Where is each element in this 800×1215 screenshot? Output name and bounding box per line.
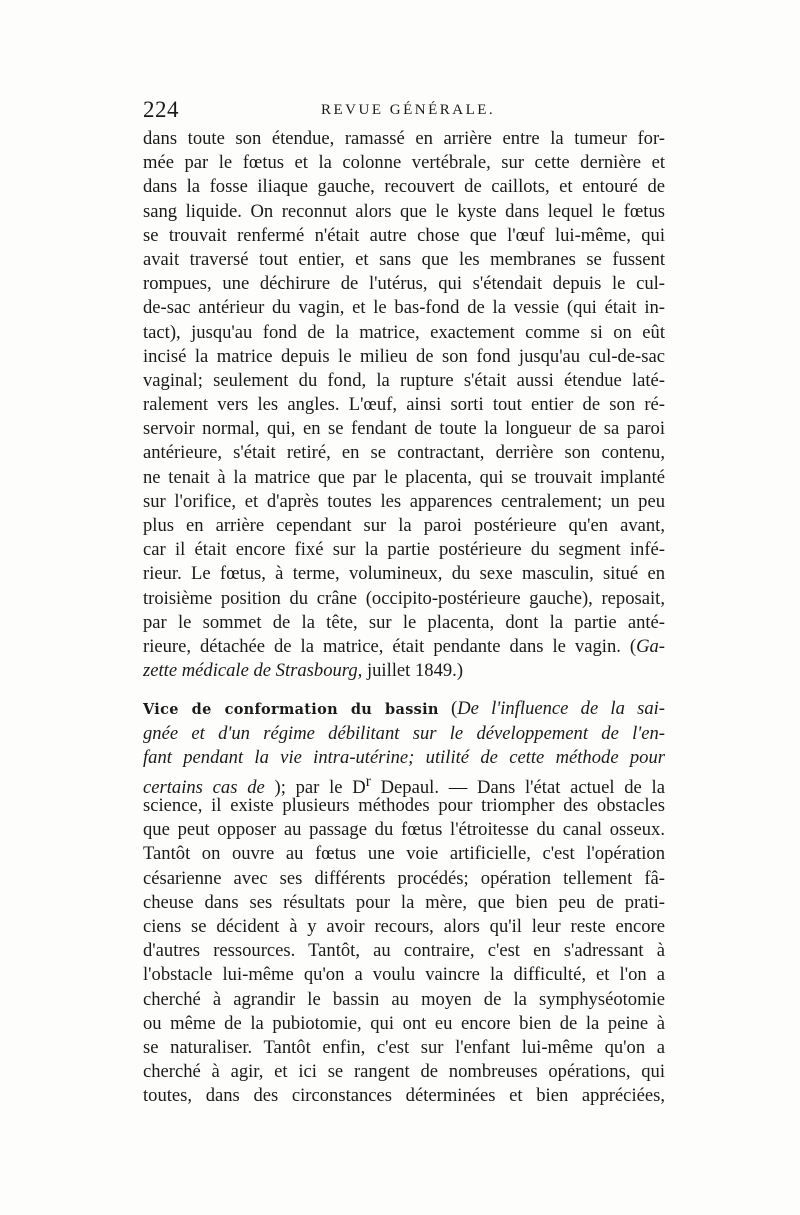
page-header	[143, 97, 665, 127]
section	[143, 697, 665, 1108]
text-line: Tantôt on ouvre au fœtus une voie artificielle, c'est l'opération	[143, 843, 665, 865]
section-title: Vice de conformation du bassin	[143, 701, 439, 719]
text-line: se naturaliser. Tantôt enfin, c'est sur l'enfant lui-même qu'on a	[143, 1036, 665, 1058]
text-line: ralement vers les angles. L'œuf, ainsi sorti tout entier de son ré-	[143, 394, 665, 416]
text-line: servoir normal, qui, en se fendant de toute la longueur de sa paroi	[143, 418, 665, 440]
text-line: avait traversé tout entier, et sans que les membranes se fussent	[143, 248, 665, 270]
text-line: sang liquide. On reconnut alors que le kyste dans lequel le fœtus	[143, 200, 665, 222]
text-line: cheuse dans ses résultats pour la mère, que bien peu de prati-	[143, 891, 665, 913]
text-line	[143, 659, 665, 683]
text-line: plus en arrière cependant sur la paroi postérieure qu'en avant,	[143, 515, 665, 536]
text-run: Depaul. — Dans l'état actuel de la	[370, 777, 665, 799]
citation-italic: Ga-	[636, 635, 665, 657]
text-line: rieur. Le fœtus, à terme, volumineux, du sexe masculin, situé en	[143, 563, 665, 585]
dr-superscript: r	[365, 772, 371, 790]
text-line: car il était encore fixé sur la partie postérieure du segment infé-	[143, 539, 665, 561]
section-subtitle: De l'influence de la sai-	[457, 698, 665, 720]
text-line: mée par le fœtus et la colonne vertébrale, sur cette dernière et	[143, 152, 665, 174]
citation-date: juillet 1849.)	[366, 660, 464, 682]
text-line: césarienne avec ses différents procédés; opération tellement fâ-	[143, 867, 665, 889]
text-line: d'autres ressources. Tantôt, au contraire, c'est en s'adressant à	[143, 940, 665, 962]
text-line: par le sommet de la tête, sur le placenta, dont la partie anté-	[143, 611, 665, 633]
text-line: sur l'orifice, et d'après toutes les apparences centralement; un peu	[143, 490, 665, 512]
text-line: vaginal; seulement du fond, la rupture s'était aussi étendue laté-	[143, 369, 665, 391]
text-line: se trouvait renfermé n'était autre chose que l'œuf lui-même, qui	[143, 224, 665, 246]
text-line: antérieure, s'était retiré, en se contractant, derrière son contenu,	[143, 442, 665, 464]
text-line: dans toute son étendue, ramassé en arrière entre la tumeur for-	[143, 128, 665, 149]
text-line: ciens se décident à y avoir recours, alors qu'il leur reste encore	[143, 916, 665, 937]
text-line: cherché à agir, et ici se rangent de nombreuses opérations, qui	[143, 1061, 665, 1083]
text-line: cherché à agrandir le bassin au moyen de la symphyséotomie	[143, 988, 665, 1010]
citation-journal: zette médicale de Strasbourg,	[143, 660, 363, 682]
running-title: REVUE GÉNÉRALE.	[321, 102, 496, 118]
text-line: de-sac antérieur du vagin, et le bas-fond de la vessie (qui était in-	[143, 297, 665, 319]
paragraph-gap	[143, 683, 665, 697]
text-line: incisé la matrice depuis le milieu de son fond jusqu'au cul-de-sac	[143, 345, 665, 367]
section-heading-line	[143, 697, 665, 721]
text-line: l'obstacle lui-même qu'on a voulu vaincre la difficulté, et l'on a	[143, 964, 665, 986]
text-line: troisième position du crâne (occipito-postérieure gauche), reposait,	[143, 587, 665, 609]
text-run: rieure, détachée de la matrice, était pendante dans le vagin. (	[143, 635, 637, 657]
text-line: dans la fosse iliaque gauche, recouvert de caillots, et entouré de	[143, 176, 665, 198]
section-subtitle: certains cas de	[143, 777, 265, 799]
text-line	[143, 635, 665, 659]
text-line: tact), jusqu'au fond de la matrice, exactement comme si on eût	[143, 321, 665, 343]
text-line: ne tenait à la matrice que par le placenta, qui se trouvait implanté	[143, 466, 665, 488]
text-run: (	[451, 698, 458, 720]
text-line: ou même de la pubiotomie, qui ont eu encore bien de la peine à	[143, 1012, 665, 1034]
text-line: science, il existe plusieurs méthodes pour triompher des obstacles	[143, 795, 665, 817]
paragraph	[143, 127, 665, 683]
text-line: rompues, une déchirure de l'utérus, qui s'étendait depuis le cul-	[143, 273, 665, 295]
text-line: que peut opposer au passage du fœtus l'étroitesse du canal osseux.	[143, 819, 665, 841]
text-line: toutes, dans des circonstances déterminées et bien appréciées,	[143, 1085, 665, 1107]
text-line	[143, 770, 665, 799]
text-run: ); par le D	[274, 777, 366, 799]
body-text	[143, 127, 665, 1109]
section-subtitle: fant pendant la vie intra-utérine; utilité de cette méthode pour	[143, 746, 665, 768]
page-number: 224	[143, 97, 179, 122]
section-subtitle: gnée et d'un régime débilitant sur le développement de l'en-	[143, 722, 665, 744]
